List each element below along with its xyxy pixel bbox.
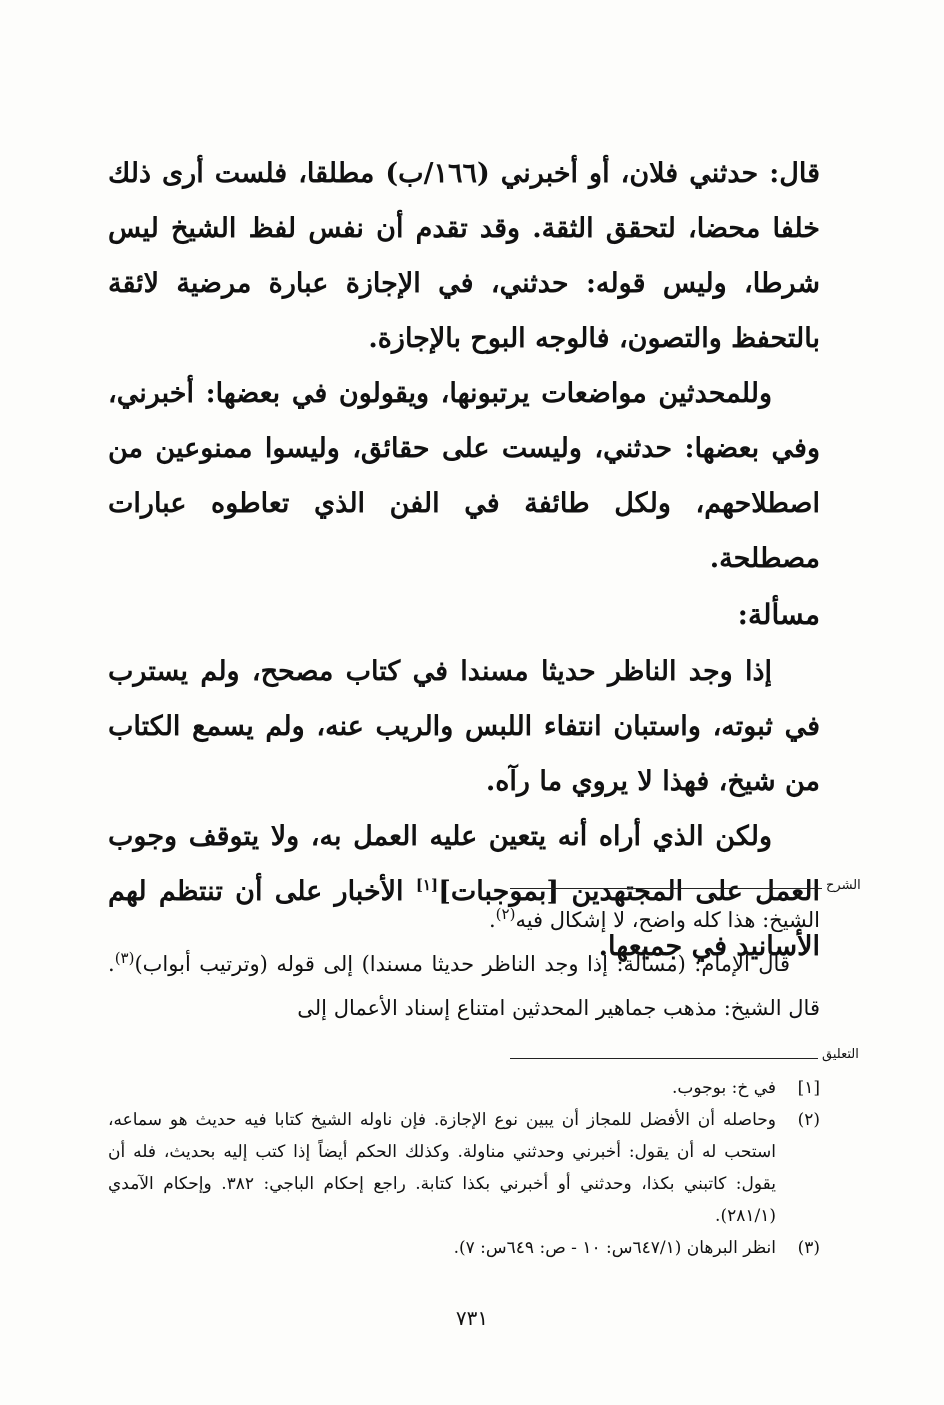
main-text xyxy=(108,146,820,974)
footnote-2 xyxy=(108,1104,820,1232)
footnote-3 xyxy=(108,1232,820,1264)
footnote-ref-3: (٣) xyxy=(114,949,135,967)
main-paragraph-4-end: الأخبار على أن تنتظم لهم الأسانيد في جميعها. xyxy=(108,876,820,962)
main-paragraph-4-start: ولكن الذي أراه أنه يتعين عليه العمل به، ولا يتوقف وجوب العمل على المجتهدين [بموجبات] xyxy=(108,821,820,907)
sharh-text xyxy=(108,898,820,1030)
footnote-ref-2: (٢) xyxy=(495,905,516,923)
footnotes xyxy=(108,1072,820,1264)
sharh-paragraph-1-text: الشيخ: هذا كله واضح، لا إشكال فيه xyxy=(515,908,820,932)
footnote-number: [١] xyxy=(797,1078,820,1098)
footnote-text: وحاصله أن الأفضل للمجاز أن يبين نوع الإجازة. فإن ناوله الشيخ كتابا فيه حديث هو سماعه، استحب له أن يقول: أخبرني وحدثني مناولة. وكذلك الحكم أيضاً إذا كتب إليه بحديث، فله أن يقول: كاتبني بكذا، وحدثني أو أخبرني بكذا كتابة. راجع إحكام الباجي: ٣٨٢. وإحكام الآمدي (٢٨١/١). xyxy=(108,1110,777,1226)
sharh-paragraph-1 xyxy=(108,898,820,942)
footnote-1 xyxy=(108,1072,820,1104)
main-paragraph-3: إذا وجد الناظر حديثا مسندا في كتاب مصحح، ولم يسترب في ثبوته، واستبان انتفاء اللبس والريب عنه، ولم يسمع الكتاب من شيخ، فهذا لا يروي ما رآه. xyxy=(108,656,820,797)
notes-separator xyxy=(510,1058,818,1059)
sharh-paragraph-2-text: قال الإمام: (مسألة: إذا وجد الناظر حديثا مسندا) إلى قوله (وترتيب أبواب) xyxy=(134,952,790,976)
footnote-number: (٢) xyxy=(797,1110,820,1130)
sharh-paragraph-1-end: . xyxy=(488,908,496,932)
sharh-paragraph-2-end: . قال الشيخ: مذهب جماهير المحدثين امتناع إسناد الأعمال إلى xyxy=(108,952,820,1020)
footnote-number: (٣) xyxy=(797,1238,820,1258)
footnote-text: انظر البرهان (٦٤٧/١س: ١٠ - ص: ٦٤٩س: ٧). xyxy=(453,1238,776,1258)
sharh-separator xyxy=(510,888,822,889)
notes-label: التعليق xyxy=(822,1047,859,1062)
section-heading: مسألة: xyxy=(737,598,820,631)
main-paragraph-1: قال: حدثني فلان، أو أخبرني (١٦٦/ب) مطلقا، فلست أرى ذلك خلفا محضا، لتحقق الثقة. وقد تقدم أن نفس لفظ الشيخ ليس شرطا، وليس قوله: حدثني، في الإجازة عبارة مرضية لائقة بالتحفظ والتصون، فالوجه البوح بالإجازة. xyxy=(108,158,820,354)
footnote-text: في خ: بوجوب. xyxy=(671,1078,776,1098)
sharh-paragraph-2 xyxy=(108,942,820,1030)
footnote-ref-1: [١] xyxy=(415,876,439,894)
page-number: ٧٣١ xyxy=(455,1306,489,1330)
sharh-label: الشرح xyxy=(826,878,861,893)
main-paragraph-2: وللمحدثين مواضعات يرتبونها، ويقولون في بعضها: أخبرني، وفي بعضها: حدثني، وليست على حقائق، وليسوا ممنوعين من اصطلاحهم، ولكل طائفة في الفن الذي تعاطوه عبارات مصطلحة. xyxy=(108,378,820,574)
